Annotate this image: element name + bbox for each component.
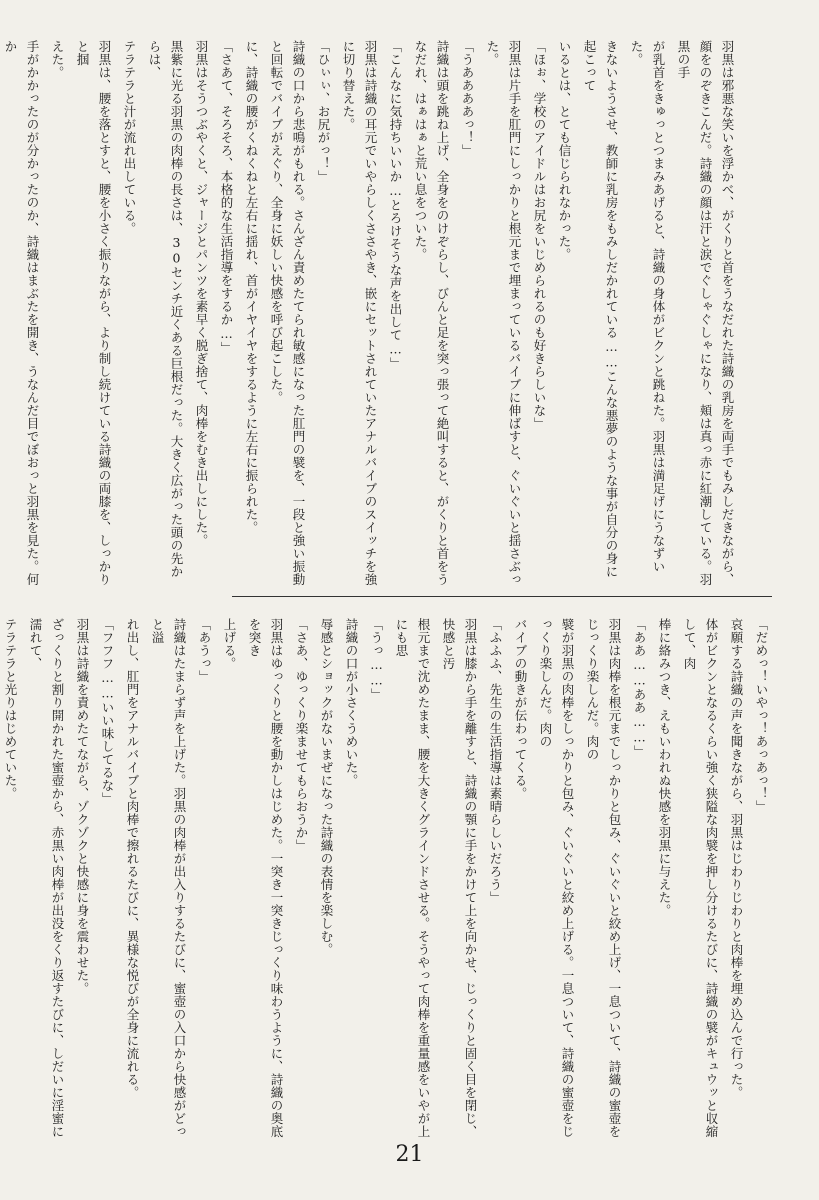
top-text-column: 羽黒はそうつぶやくと、ジャージとパンツを素早く脱ぎ捨て、肉棒をむき出しにした。 [194, 40, 209, 547]
top-text-column: 羽黒は詩織の耳元でいやらしくささやき、嵌にセットされていたアナルバイブのスイッチを強に切り替えた。 [341, 40, 378, 586]
bottom-text-column: 哀願する詩織の声を聞きながら、羽黒はじわりじわりと肉棒を埋め込んで行った。 [729, 618, 744, 1099]
bottom-text-column: 羽黒は詩織を責めたてながら、ゾクゾクと快感に身を震わせた。 [75, 618, 90, 995]
top-text-column: 「うああああっ！」 [460, 40, 475, 157]
top-text-column: 羽黒は片手を肛門にしっかりと根元まで埋まっているバイブに伸ばすと、ぐいぐいと揺さぶった。 [485, 40, 522, 586]
top-text-column: 詩織の口から悲鳴がもれる。さんざん責めたてられ敏感になった肛門の襞を、一段と強い振動と回転でバイブがえぐり、全身に妖しい快感を呼び起こした。 [269, 40, 306, 586]
bottom-text-column: 体がビクンとなるくらい強く狭隘な肉襞を押し分けるたびに、詩織の襞がキュウッと収縮して、肉 [682, 618, 719, 1138]
top-text-column: 「こんなに気持ちいいか…とろけそうな声を出して…」 [388, 40, 403, 370]
top-text-block [3, 40, 738, 588]
bottom-text-column: 「フフフ……いい味してるな」 [100, 618, 115, 805]
bottom-text-block [3, 618, 772, 1138]
top-text-column: 羽黒は、腰を落とすと、腰を小さく振りながら、より制し続けている詩織の両膝を、しっかりと掴 [75, 40, 112, 586]
top-text-column: が乳首をきゅっとつまみあげると、詩織の身体がビクンと跳ねた。羽黒は満足げにうなずいた。 [629, 40, 666, 573]
top-text-column: 手がかかったのが分かったのか、詩織はまぶたを開き、うなんだ目でぼおっと羽黒を見た。何か [3, 40, 40, 586]
bottom-text-column: 上げる。 [222, 618, 237, 670]
top-text-column: テラテラと汁が流れ出している。 [122, 40, 137, 235]
bottom-text-column: 「ああ……ああ……」 [632, 618, 647, 758]
bottom-text-column: 根元まで沈めたまま、腰を大きくグラインドさせる。そうやって肉棒を重量感をいやが上にも思 [394, 618, 431, 1138]
bottom-text-column: 「ふふふ、先生の生活指導は素晴らしいだろう」 [488, 618, 503, 904]
top-text-column: 羽黒は邪悪な笑いを浮かべ、がくりと首をうなだれた詩織の乳房を両手でもみしだきながら、顔をのぞきこんだ。詩織の顔は汗と涙でぐしゃぐしゃになり、頬は真っ赤に紅潮している。羽黒の手 [676, 40, 735, 586]
bottom-text-column: テラテラと光りはじめていた。 [3, 618, 18, 800]
top-text-column: えた。 [50, 40, 65, 79]
page-number: 21 [395, 1142, 424, 1167]
bottom-text-column: 「うっ……」 [369, 618, 384, 701]
bottom-text-column: 襞が羽黒の肉棒をしっかりと包み、ぐいぐいと絞め上げる。一息ついて、詩織の蜜壺をじっくり楽しんだ。肉の [538, 618, 575, 1138]
bottom-text-column: 詩織の口が小さくうめいた。 [344, 618, 359, 787]
top-text-column: 「ひぃぃ、お尻がっ！」 [316, 40, 331, 183]
section-divider [232, 596, 772, 597]
bottom-text-column: 「さあ、ゆっくり楽ませてもらおうか」 [294, 618, 309, 852]
top-text-column: きないようさせ、教師に乳房をもみしだかれている……こんな悪夢のような事が自分の身に起こって [582, 40, 619, 578]
bottom-text-column: 羽黒は肉棒を根元までしっかりと包み、ぐいぐいと絞め上げ、一息ついて、詩織の蜜壺をじっくり楽しんだ。肉の [585, 618, 622, 1138]
top-text-column: 詩織は頭を跳ね上げ、全身をのけぞらし、びんと足を突っ張って絶叫すると、がくりと首をうなだれ、はぁはぁと荒い息をついた。 [413, 40, 450, 586]
top-text-column: 「さあて、そろそろ、本格的な生活指導をするか…」 [219, 40, 234, 355]
top-text-column: 「ほぉ、学校のアイドルはお尻をいじめられるのも好きらしいな」 [532, 40, 547, 430]
top-text-column: いるとは、とても信じられなかった。 [557, 40, 572, 261]
bottom-text-column: 詩織はたまらず声を上げた。羽黒の肉棒が出入りするたびに、蜜壺の入口から快感がどっと溢 [150, 618, 187, 1138]
bottom-text-column: 羽黒は膝から手を離すと、詩織の顎に手をかけて上を向かせ、じっくりと固く目を閉じ、快感と汚 [441, 618, 478, 1138]
bottom-text-column: れ出し、肛門をアナルバイブと肉棒で擦れるたびに、異様な悦びが全身に流れる。 [125, 618, 140, 1099]
bottom-text-column: 「あうっ」 [197, 618, 212, 683]
bottom-text-column: 辱感とショックがないまぜになった詩織の表情を楽しむ。 [319, 618, 334, 956]
bottom-text-column: ざっくりと割り開かれた蜜壺から、赤黒い肉棒が出没をくり返すたびに、しだいに淫蜜に濡れて、 [28, 618, 65, 1138]
top-text-column: 黒紫に光る羽黒の肉棒の長さは、30センチ近くある巨根だった。大きく広がった頭の先からは、 [147, 40, 184, 578]
top-text-column: に、詩織の腰がくねくねと左右に揺れ、首がイヤイヤをするように左右に振られた。 [244, 40, 259, 534]
bottom-text-column: バイブの動きが伝わってくる。 [513, 618, 528, 800]
bottom-text-column: 「だめっ！いやっ！あっあっ！」 [754, 618, 769, 813]
bottom-text-column: 棒に絡みつき、えもいわれぬ快感を羽黒に与えた。 [657, 618, 672, 917]
bottom-text-column: 羽黒はゆっくりと腰を動かしはじめた。一突き一突きじっくり味わうように、詩織の奥底を突き [247, 618, 284, 1138]
